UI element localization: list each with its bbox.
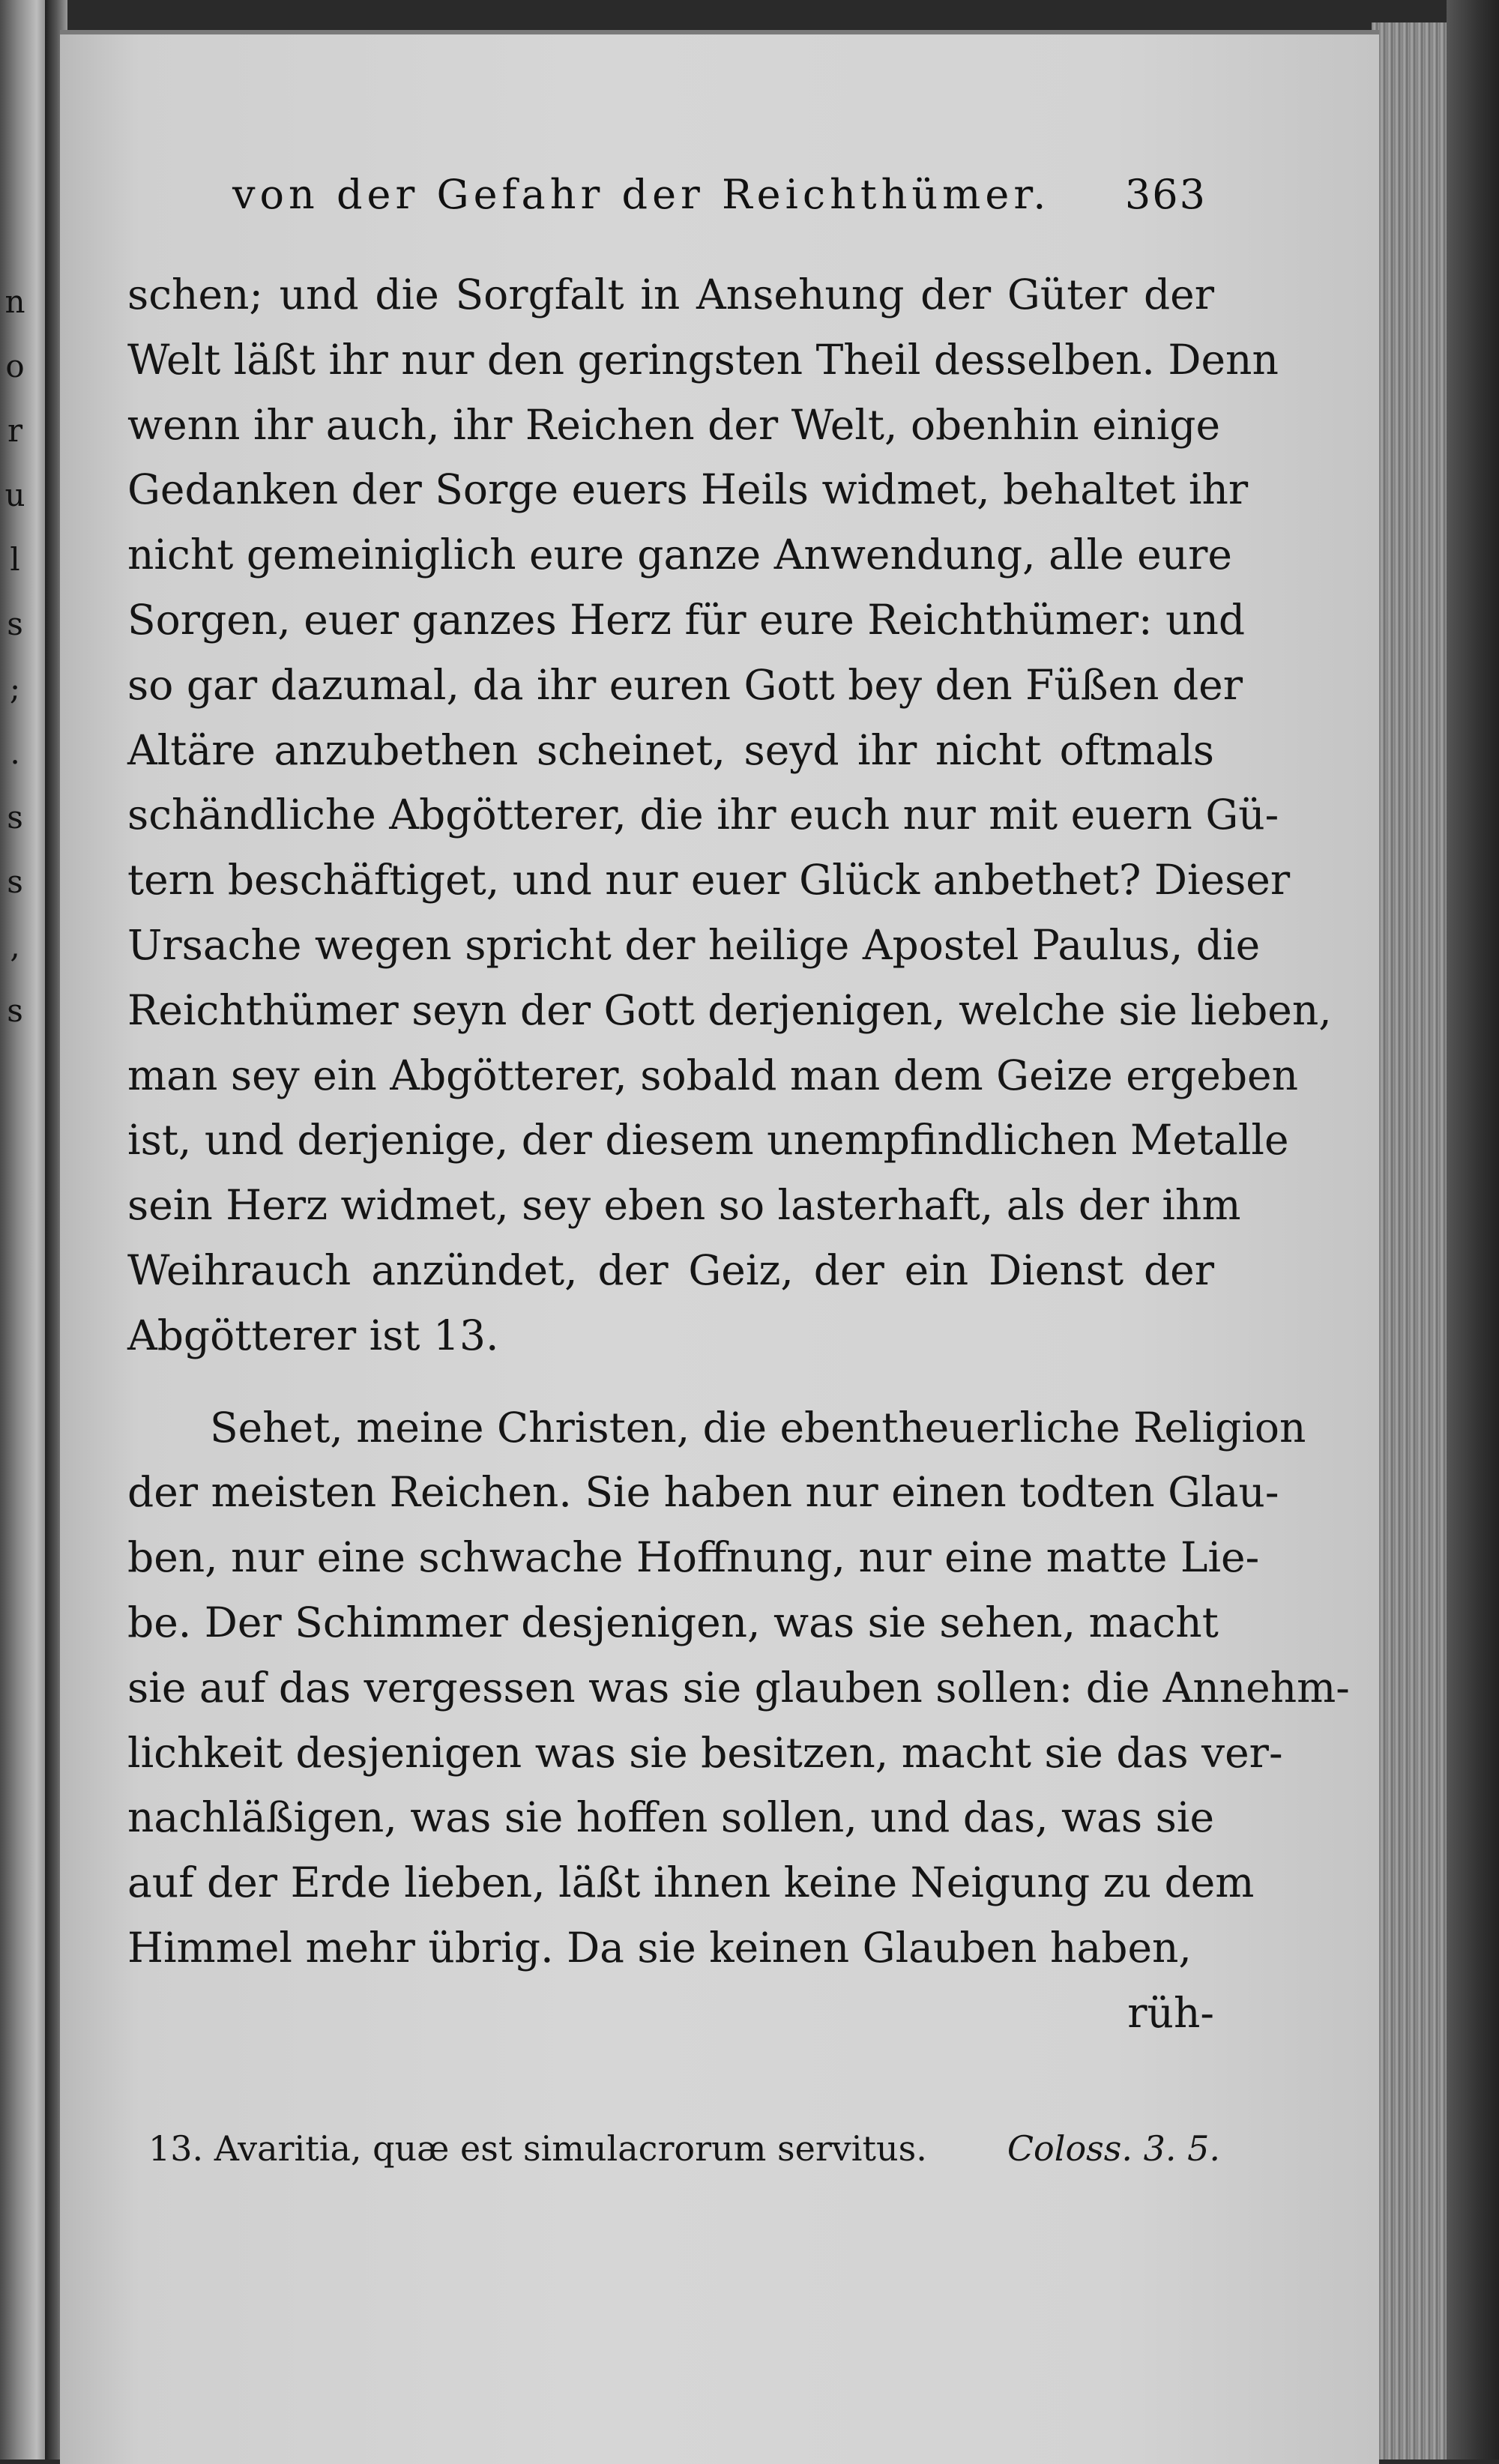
text-line: tern beschäftiget, und nur euer Glück anbethet? Dieser [127,856,1291,905]
paragraph-2 [127,1395,1350,1981]
book-cover-edge [1447,0,1499,2460]
catchword: rüh- [1127,1988,1214,2037]
facing-page-fragment: s [7,863,23,900]
text-line: Reichthümer seyn der Gott derjenigen, welche sie lieben, [127,985,1332,1034]
facing-page-fragment: n [4,283,25,320]
text-line: be. Der Schimmer desjenigen, was sie sehen, macht [127,1598,1219,1646]
facing-page-fragment: ; [9,670,21,707]
text-line: sie auf das vergessen was sie glauben sollen: die Annehm- [127,1663,1350,1712]
text-line: Sorgen, euer ganzes Herz für eure Reichthümer: und [127,595,1246,644]
text-line: der meisten Reichen. Sie haben nur einen todten Glau- [127,1468,1279,1517]
facing-page-text-fragments [0,270,30,1043]
text-line: ist, und derjenige, der diesem unempfindlichen Metalle [127,1116,1289,1165]
facing-page-fragment: , [10,928,20,964]
text-line: Gedanken der Sorge euers Heils widmet, behaltet ihr [127,465,1249,514]
running-title: von der Gefahr der Reichthümer. [232,171,1051,218]
facing-page-fragment: r [7,412,23,449]
footnote-reference: Coloss. 3. 5. [1007,2128,1220,2169]
facing-page-fragment: u [4,477,25,513]
facing-page-fragment: s [7,606,23,642]
text-line: Welt läßt ihr nur den geringsten Theil desselben. Denn [127,335,1279,384]
facing-page-fragment: . [10,734,20,771]
paragraph-1 [127,262,1332,1368]
page-number: 363 [1124,171,1207,218]
text-line: Sehet, meine Christen, die ebentheuerliche Religion [210,1403,1306,1452]
paragraph-gap [127,1368,1214,1395]
text-line: schen; und die Sorgfalt in Ansehung der Güter der [127,271,1214,318]
facing-page-fragment: o [5,348,25,384]
facing-page-fragment: s [7,799,23,836]
page-body [127,262,1350,2046]
text-line: Weihrauch anzündet, der Geiz, der ein Dienst der [127,1245,1214,1294]
text-line: schändliche Abgötterer, die ihr euch nur mit euern Gü- [127,791,1279,839]
facing-page-fragment: l [10,541,20,578]
text-line: so gar dazumal, da ihr euren Gott bey den Füßen der [127,660,1243,709]
facing-page-fragment: s [7,992,23,1029]
text-line: man sey ein Abgötterer, sobald man dem Geize ergeben [127,1051,1298,1099]
text-line: nachläßigen, was sie hoffen sollen, und das, was sie [127,1793,1214,1842]
text-line: Himmel mehr übrig. Da sie keinen Glauben haben, [127,1923,1192,1972]
text-line: Altäre anzubethen scheinet, seyd ihr nicht oftmals [127,725,1214,774]
text-line: sein Herz widmet, sey eben so lasterhaft, als der ihm [127,1181,1241,1230]
footnote [148,2128,1220,2169]
text-line: lichkeit desjenigen was sie besitzen, macht sie das ver- [127,1728,1283,1777]
text-line: Abgötterer ist 13. [127,1311,499,1359]
text-line: wenn ihr auch, ihr Reichen der Welt, obenhin einige [127,400,1221,449]
footnote-text: 13. Avaritia, quæ est simulacrorum servitus. [148,2128,927,2169]
page-header [232,171,1207,231]
text-line: nicht gemeiniglich eure ganze Anwendung, alle eure [127,531,1232,579]
text-line: ben, nur eine schwache Hoffnung, nur eine matte Lie- [127,1533,1260,1582]
text-line: Ursache wegen spricht der heilige Apostel Paulus, die [127,920,1261,969]
text-line: auf der Erde lieben, läßt ihnen keine Neigung zu dem [127,1858,1255,1907]
